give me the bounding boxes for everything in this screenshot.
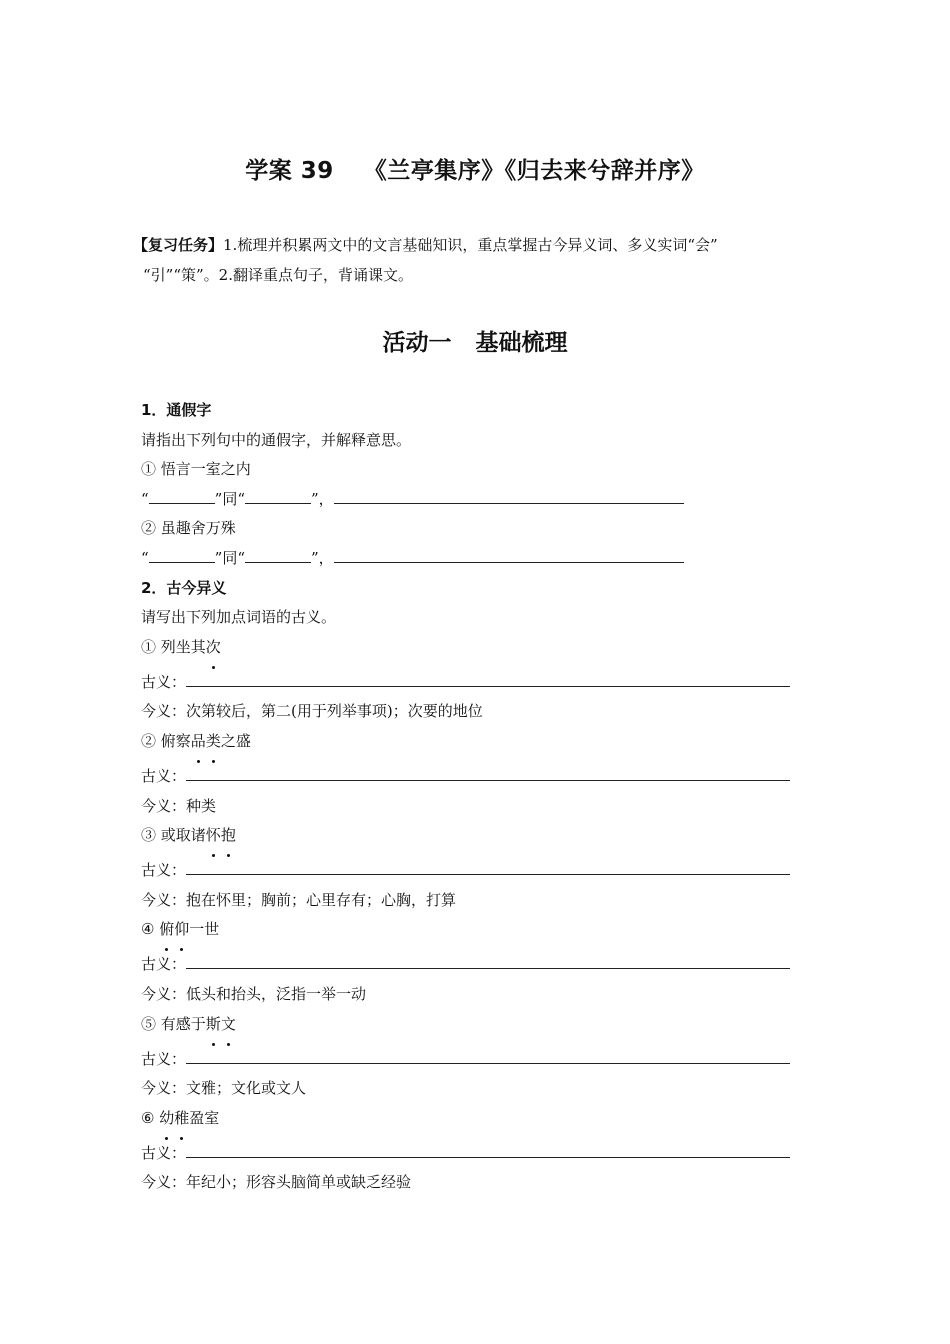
tongjiazi-answer-row-2 xyxy=(141,544,801,574)
quote-open: “ xyxy=(141,489,149,508)
worksheet-content xyxy=(141,396,801,1198)
ancient-meaning-row xyxy=(141,1045,801,1075)
ancient-meaning-label: 古义： xyxy=(141,955,187,974)
ancient-meaning-row xyxy=(141,762,801,792)
tongjiazi-answer-row-1 xyxy=(141,485,801,515)
section-instruction: 请指出下列句中的通假字，并解释意思。 xyxy=(141,430,412,449)
dotted-char: 品 xyxy=(191,727,206,756)
ancient-meaning-label: 古义： xyxy=(141,861,187,880)
gujin-sentence-5: ⑤ 有感于斯文 xyxy=(141,1010,801,1045)
section-heading-tongjiazi: 1．通假字 xyxy=(141,401,212,419)
gujin-sentence-2: ② 俯察品类之盛 xyxy=(141,727,801,762)
activity-title xyxy=(0,324,950,357)
page-title xyxy=(0,152,950,185)
blank-ancient-meaning[interactable] xyxy=(186,856,790,875)
ancient-meaning-label: 古义： xyxy=(141,1049,187,1068)
blank-standard-char[interactable] xyxy=(245,485,311,504)
ancient-meaning-label: 古义： xyxy=(141,672,187,691)
dotted-char: 次 xyxy=(206,633,221,662)
section-heading-gujinyiyi: 2．古今异义 xyxy=(141,578,227,597)
blank-ancient-meaning[interactable] xyxy=(186,1139,790,1158)
review-task-line1: 1.梳理并积累两文中的文言基础知识，重点掌握古今异义词、多义实词“会” xyxy=(223,236,718,254)
dotted-char: 怀 xyxy=(206,821,221,850)
tongjiazi-sentence-1: ① 悟言一室之内 xyxy=(141,460,251,479)
ancient-meaning-label: 古义： xyxy=(141,766,187,785)
section-instruction: 请写出下列加点词语的古义。 xyxy=(141,608,337,627)
ancient-meaning-row xyxy=(141,856,801,886)
activity-number: 活动一 xyxy=(382,330,452,356)
ancient-meaning-label: 古义： xyxy=(141,1143,187,1162)
gujin-sentence-3: ③ 或取诸怀抱 xyxy=(141,821,801,856)
quote-open: “ xyxy=(141,548,149,567)
blank-ancient-meaning[interactable] xyxy=(186,668,790,687)
modern-meaning: 今义：次第较后，第二(用于列举事项)；次要的地位 xyxy=(141,702,483,721)
modern-meaning: 今义：低头和抬头，泛指一举一动 xyxy=(141,984,367,1003)
blank-meaning[interactable] xyxy=(334,485,684,504)
title-works: 《兰亭集序》《归去来兮辞并序》 xyxy=(363,158,705,184)
dotted-char: 幼 xyxy=(159,1104,174,1133)
modern-meaning: 今义：抱在怀里；胸前；心里存有；心胸，打算 xyxy=(141,890,457,909)
modern-meaning: 今义：种类 xyxy=(141,796,217,815)
same-as-label: ”同“ xyxy=(214,489,246,508)
tongjiazi-sentence-2: ② 虽趣舍万殊 xyxy=(141,519,236,538)
dotted-char: 仰 xyxy=(174,915,189,944)
ancient-meaning-row xyxy=(141,950,801,980)
blank-original-char[interactable] xyxy=(149,544,215,563)
title-lesson: 学案 39 xyxy=(245,158,334,184)
quote-close: ”， xyxy=(311,489,334,508)
same-as-label: ”同“ xyxy=(214,548,246,567)
gujin-sentence-1: ① 列坐其次 xyxy=(141,633,801,668)
dotted-char: 斯 xyxy=(206,1010,221,1039)
blank-ancient-meaning[interactable] xyxy=(186,950,790,969)
dotted-char: 类 xyxy=(206,727,221,756)
dotted-char: 抱 xyxy=(221,821,236,850)
dotted-char: 俯 xyxy=(159,915,174,944)
gujin-sentence-6: ⑥ 幼稚盈室 xyxy=(141,1104,801,1139)
review-task xyxy=(133,230,823,290)
quote-close: ”， xyxy=(311,548,334,567)
blank-ancient-meaning[interactable] xyxy=(186,1045,790,1064)
blank-meaning[interactable] xyxy=(334,544,684,563)
review-task-line2: “引”“策”。2.翻译重点句子，背诵课文。 xyxy=(143,266,413,284)
dotted-char: 文 xyxy=(221,1010,236,1039)
review-task-label: 【复习任务】 xyxy=(133,236,224,254)
activity-name: 基础梳理 xyxy=(475,330,568,356)
modern-meaning: 今义：文雅；文化或文人 xyxy=(141,1079,307,1098)
dotted-char: 稚 xyxy=(174,1104,189,1133)
ancient-meaning-row xyxy=(141,1139,801,1169)
gujin-sentence-4: ④ 俯仰一世 xyxy=(141,915,801,950)
blank-ancient-meaning[interactable] xyxy=(186,762,790,781)
blank-original-char[interactable] xyxy=(149,485,215,504)
ancient-meaning-row xyxy=(141,668,801,698)
modern-meaning: 今义：年纪小；形容头脑简单或缺乏经验 xyxy=(141,1173,412,1192)
blank-standard-char[interactable] xyxy=(245,544,311,563)
